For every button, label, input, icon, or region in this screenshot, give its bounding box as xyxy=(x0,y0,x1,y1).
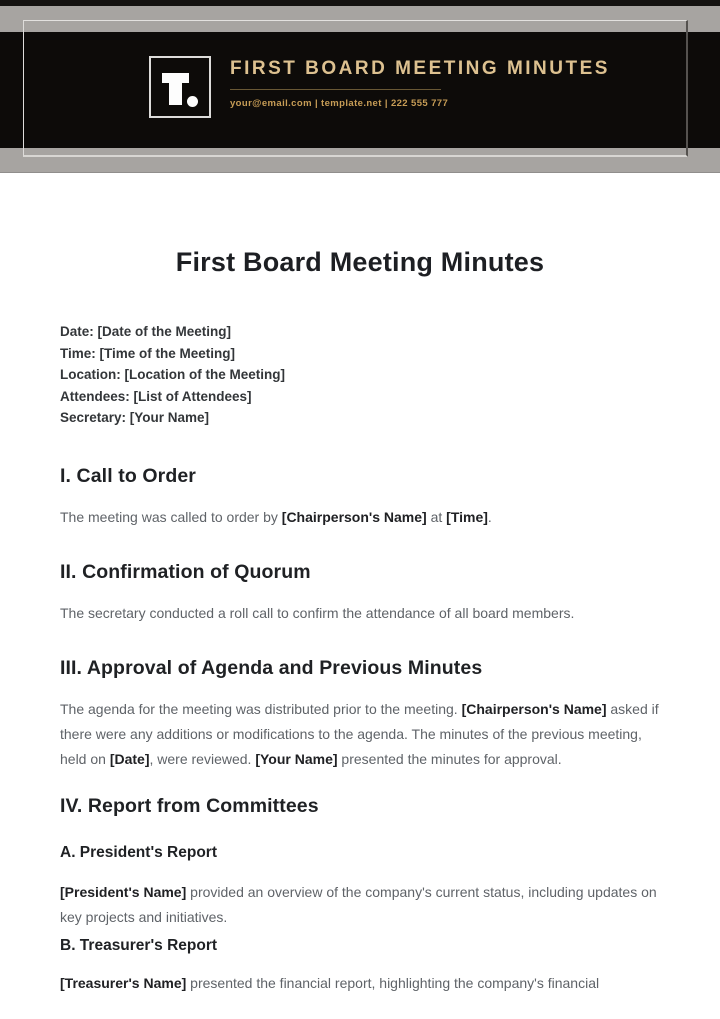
section-paragraph-confirmation-of-quorum xyxy=(60,601,660,626)
text-segment: The agenda for the meeting was distributed prior to the meeting. xyxy=(60,700,462,717)
text-segment: . xyxy=(487,508,492,525)
section-heading-confirmation-of-quorum: II. Confirmation of Quorum xyxy=(60,560,311,583)
meta-time: Time: [Time of the Meeting] xyxy=(60,345,236,361)
logo-t-dot xyxy=(187,96,198,107)
placeholder-date: [Date] xyxy=(109,750,150,767)
subsection-paragraph-treasurers-report xyxy=(60,971,660,996)
letterhead-contact: your@email.com | template.net | 222 555 777 xyxy=(230,98,449,109)
section-paragraph-approval-of-agenda xyxy=(60,697,660,772)
letterhead xyxy=(0,0,720,173)
letterhead-text xyxy=(230,56,610,109)
section-heading-approval-of-agenda: III. Approval of Agenda and Previous Minutes xyxy=(60,656,483,679)
letterhead-title: FIRST BOARD MEETING MINUTES xyxy=(230,58,610,79)
document-title: First Board Meeting Minutes xyxy=(175,247,545,277)
text-segment: , were reviewed. xyxy=(149,750,256,767)
text-segment: The meeting was called to order by xyxy=(60,508,282,525)
text-segment: The secretary conducted a roll call to confirm the attendance of all board members. xyxy=(60,604,575,621)
placeholder-chairperson-name: [Chairperson's Name] xyxy=(461,700,607,717)
placeholder-president-name: [President's Name] xyxy=(60,883,187,900)
meta-date: Date: [Date of the Meeting] xyxy=(60,324,232,339)
meta-block xyxy=(60,321,660,429)
letterhead-divider xyxy=(230,89,441,90)
subsection-paragraph-presidents-report xyxy=(60,880,660,930)
section-paragraph-call-to-order xyxy=(60,505,660,530)
meta-secretary: Secretary: [Your Name] xyxy=(60,410,210,425)
text-segment: at xyxy=(426,508,447,525)
subsection-heading-treasurers-report: B. Treasurer's Report xyxy=(60,936,218,954)
placeholder-time: [Time] xyxy=(446,508,488,525)
top-black-strip xyxy=(0,0,720,6)
meta-attendees: Attendees: [List of Attendees] xyxy=(60,388,252,404)
letterhead-content xyxy=(149,56,610,118)
text-segment: asked if there were any additions or modifications to the agenda. The minutes of the previous meeting, held on xyxy=(60,700,659,767)
placeholder-treasurer-name: [Treasurer's Name] xyxy=(60,974,187,991)
text-segment: presented the minutes for approval. xyxy=(337,750,562,767)
section-heading-report-from-committees: IV. Report from Committees xyxy=(60,794,319,817)
subsection-heading-presidents-report: A. President's Report xyxy=(60,843,217,861)
text-segment: presented the financial report, highlighting the company's financial xyxy=(186,974,600,991)
meta-location: Location: [Location of the Meeting] xyxy=(60,367,285,382)
placeholder-your-name: [Your Name] xyxy=(255,750,338,767)
logo-t-stem xyxy=(169,73,182,105)
section-heading-call-to-order: I. Call to Order xyxy=(60,464,196,487)
brand-logo-icon xyxy=(149,56,211,118)
document-body xyxy=(0,245,720,996)
text-segment: provided an overview of the company's current status, including updates on key projects and initiatives. xyxy=(60,883,657,925)
placeholder-chairperson-name: [Chairperson's Name] xyxy=(281,508,427,525)
